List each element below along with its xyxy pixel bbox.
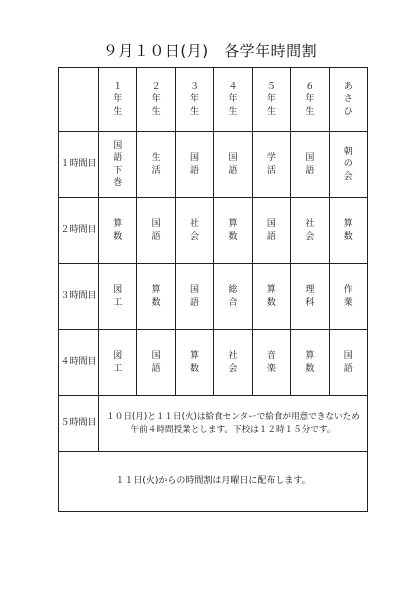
glyph: 学 <box>266 153 276 164</box>
glyph: 業 <box>343 297 353 308</box>
lunch-notice-line: １０日(月)と１１日(火)は給食センターで給食が用意できないため <box>106 411 360 422</box>
grade-header-label <box>267 81 276 117</box>
glyph: 作 <box>343 285 353 296</box>
subject-label <box>113 284 122 308</box>
subject-cell <box>214 330 252 396</box>
subject-cell <box>175 330 213 396</box>
page-title: ９月１０日(月) 各学年時間割 <box>102 42 318 60</box>
subject-cell <box>137 198 175 264</box>
glyph: 国 <box>228 153 238 164</box>
glyph: ２ <box>151 82 161 93</box>
glyph: 国 <box>151 351 161 362</box>
glyph: 年 <box>266 94 276 105</box>
subject-cell <box>137 330 175 396</box>
subject-label <box>305 152 314 176</box>
glyph: 数 <box>305 363 315 374</box>
glyph: 会 <box>305 231 315 242</box>
glyph: 語 <box>190 297 200 308</box>
glyph: 会 <box>228 363 238 374</box>
period-row-5 <box>59 396 368 452</box>
glyph: さ <box>343 94 353 105</box>
subject-label <box>344 146 353 182</box>
glyph: 数 <box>151 297 161 308</box>
glyph: 楽 <box>266 363 276 374</box>
subject-label <box>344 350 353 374</box>
glyph: 語 <box>343 363 353 374</box>
subject-label <box>344 284 353 308</box>
subject-label <box>305 350 314 374</box>
timetable-body <box>59 68 368 512</box>
glyph: 生 <box>190 106 200 117</box>
glyph: 算 <box>151 285 161 296</box>
glyph: 年 <box>190 94 200 105</box>
subject-label <box>267 284 276 308</box>
glyph: 数 <box>266 297 276 308</box>
grade-header-4 <box>214 68 252 132</box>
glyph: 算 <box>228 219 238 230</box>
subject-cell <box>99 132 137 198</box>
header-row <box>59 68 368 132</box>
lunch-notice <box>99 396 368 452</box>
grade-header-label <box>344 81 353 117</box>
period-row <box>59 198 368 264</box>
glyph: 生 <box>305 106 315 117</box>
glyph: 算 <box>190 351 200 362</box>
subject-label <box>228 218 237 242</box>
glyph: 会 <box>343 171 353 182</box>
subject-label <box>190 284 199 308</box>
glyph: 年 <box>228 94 238 105</box>
glyph: 生 <box>113 106 123 117</box>
grade-header-label <box>305 81 314 117</box>
period-row <box>59 264 368 330</box>
grade-header-2 <box>137 68 175 132</box>
grade-header-label <box>228 81 237 117</box>
glyph: 算 <box>266 285 276 296</box>
glyph: 総 <box>228 285 238 296</box>
subject-label <box>113 218 122 242</box>
glyph: 朝 <box>343 147 353 158</box>
glyph: 国 <box>266 219 276 230</box>
glyph: 語 <box>113 153 123 164</box>
subject-cell <box>99 198 137 264</box>
glyph: 生 <box>228 106 238 117</box>
glyph: 生 <box>151 153 161 164</box>
glyph: 社 <box>190 219 200 230</box>
glyph: 国 <box>343 351 353 362</box>
glyph: 音 <box>266 351 276 362</box>
period-row <box>59 330 368 396</box>
glyph: 図 <box>113 285 123 296</box>
subject-label <box>113 350 122 374</box>
subject-cell <box>175 198 213 264</box>
subject-cell <box>214 198 252 264</box>
subject-label <box>228 152 237 176</box>
period-label: ３時間目 <box>59 264 99 330</box>
glyph: ４ <box>228 82 238 93</box>
subject-cell <box>99 330 137 396</box>
glyph: ６ <box>305 82 315 93</box>
glyph: ひ <box>343 106 353 117</box>
glyph: 下 <box>113 165 123 176</box>
glyph: あ <box>343 82 353 93</box>
glyph: 国 <box>305 153 315 164</box>
subject-label <box>190 350 199 374</box>
subject-cell <box>291 330 329 396</box>
glyph: 語 <box>151 363 161 374</box>
grade-header-label <box>113 81 122 117</box>
glyph: 年 <box>151 94 161 105</box>
corner-cell <box>59 68 99 132</box>
subject-cell <box>99 264 137 330</box>
grade-header-5 <box>252 68 290 132</box>
subject-label <box>152 284 161 308</box>
glyph: 図 <box>113 351 123 362</box>
subject-cell <box>329 264 367 330</box>
subject-label <box>267 350 276 374</box>
glyph: ５ <box>266 82 276 93</box>
glyph: 国 <box>190 153 200 164</box>
glyph: 算 <box>343 219 353 230</box>
grade-header-label <box>190 81 199 117</box>
subject-label <box>267 152 276 176</box>
subject-label <box>267 218 276 242</box>
grade-header-1 <box>99 68 137 132</box>
glyph: 活 <box>151 165 161 176</box>
subject-label <box>344 218 353 242</box>
glyph: の <box>343 159 353 170</box>
subject-cell <box>252 330 290 396</box>
glyph: 活 <box>266 165 276 176</box>
glyph: 合 <box>228 297 238 308</box>
glyph: 工 <box>113 363 123 374</box>
glyph: 生 <box>151 106 161 117</box>
period-row <box>59 132 368 198</box>
subject-label <box>190 218 199 242</box>
period-label: ２時間目 <box>59 198 99 264</box>
glyph: 語 <box>190 165 200 176</box>
subject-cell <box>137 264 175 330</box>
glyph: 数 <box>343 231 353 242</box>
subject-label <box>305 218 314 242</box>
glyph: 会 <box>190 231 200 242</box>
glyph: 語 <box>151 231 161 242</box>
period-label: ５時間目 <box>59 396 99 452</box>
subject-cell <box>214 132 252 198</box>
glyph: ３ <box>190 82 200 93</box>
subject-label <box>113 140 122 189</box>
glyph: １ <box>113 82 123 93</box>
subject-label <box>152 218 161 242</box>
subject-cell <box>175 264 213 330</box>
subject-cell <box>137 132 175 198</box>
grade-header-6 <box>291 68 329 132</box>
glyph: 年 <box>113 94 123 105</box>
subject-label <box>152 152 161 176</box>
subject-cell <box>252 198 290 264</box>
subject-label <box>152 350 161 374</box>
schedule-notice: １１日(火)からの時間割は月曜日に配布します。 <box>59 452 368 512</box>
glyph: 年 <box>305 94 315 105</box>
glyph: 算 <box>113 219 123 230</box>
subject-cell <box>252 264 290 330</box>
subject-cell <box>175 132 213 198</box>
subject-cell <box>329 198 367 264</box>
subject-cell <box>329 132 367 198</box>
grade-header-label <box>152 81 161 117</box>
subject-cell <box>291 132 329 198</box>
grade-header-7 <box>329 68 367 132</box>
glyph: 数 <box>228 231 238 242</box>
period-label: ４時間目 <box>59 330 99 396</box>
subject-cell <box>214 264 252 330</box>
glyph: 理 <box>305 285 315 296</box>
glyph: 数 <box>113 231 123 242</box>
glyph: 語 <box>305 165 315 176</box>
glyph: 科 <box>305 297 315 308</box>
footer-row <box>59 452 368 512</box>
glyph: 工 <box>113 297 123 308</box>
subject-label <box>228 350 237 374</box>
subject-label <box>305 284 314 308</box>
subject-cell <box>252 132 290 198</box>
lunch-notice-line: 午前４時間授業とします。下校は１２時１５分です。 <box>130 424 336 435</box>
glyph: 社 <box>228 351 238 362</box>
glyph: 国 <box>151 219 161 230</box>
grade-header-3 <box>175 68 213 132</box>
subject-cell <box>291 198 329 264</box>
subject-label <box>190 152 199 176</box>
subject-cell <box>329 330 367 396</box>
glyph: 国 <box>113 141 123 152</box>
subject-cell <box>291 264 329 330</box>
glyph: 算 <box>305 351 315 362</box>
period-label: １時間目 <box>59 132 99 198</box>
glyph: 国 <box>190 285 200 296</box>
glyph: 語 <box>228 165 238 176</box>
subject-label <box>228 284 237 308</box>
glyph: 生 <box>266 106 276 117</box>
glyph: 巻 <box>113 177 123 188</box>
glyph: 数 <box>190 363 200 374</box>
glyph: 社 <box>305 219 315 230</box>
timetable <box>58 67 368 512</box>
glyph: 語 <box>266 231 276 242</box>
